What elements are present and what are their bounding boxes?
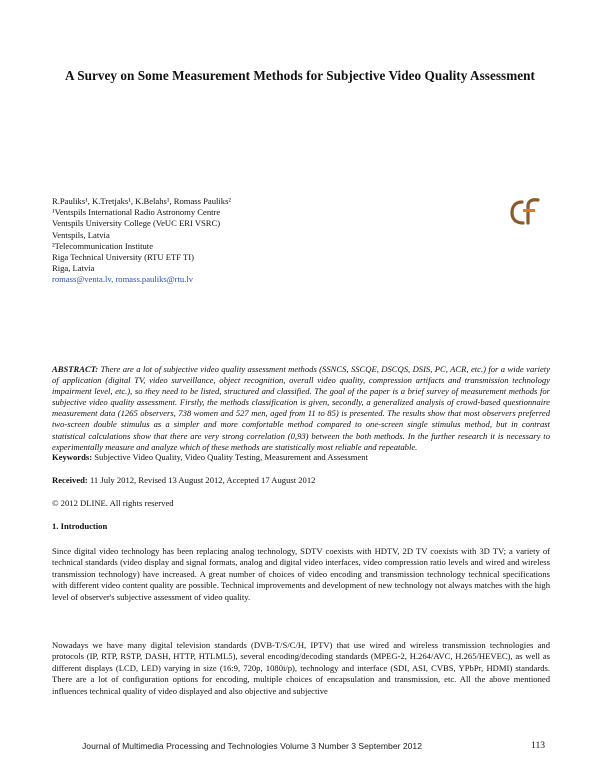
abstract-text: There are a lot of subjective video quality assessment methods (SSNCS, SSCQE, DSCQS, DSIS, PC, ACR, etc.) for a wide variety of application (digital TV, video surveillance, object recognition, overall video quality, compression artifacts and transmission technology impairment level, etc.), so they need to be listed, structured and classified. The goal of the paper is a brief survey of measurement methods for subjective video quality assessment. Firstly, the methods classification is given, secondly, a generalized analysis of crowd-based questionnaire measurement data (1265 observers, 738 women and 527 men, aged from 11 to 85) is presented. The results show that most observers preferred two-screen double stimulus as a simpler and more comfortable method compared to one-screen single stimulus method, but in contrast statistical calculations show that there are very strong correlation (0,93) between the both methods. In the further research it is necessary to experimentally measure and analyze which of these methods are statistically most reliable and repeatable. bbox=[52, 364, 550, 452]
author-names: R.Pauliks¹, K.Tretjaks¹, K.Belahs¹, Romass Pauliks² bbox=[52, 196, 232, 206]
keywords-label: Keywords: bbox=[52, 452, 93, 462]
copyright-notice: © 2012 DLINE. All rights reserved bbox=[52, 498, 174, 508]
affiliation-line: ¹Ventspils International Radio Astronomy Centre bbox=[52, 207, 221, 218]
journal-logo bbox=[508, 194, 542, 228]
received-label: Received: bbox=[52, 475, 88, 485]
section-heading: 1. Introduction bbox=[52, 521, 108, 531]
affiliation-line: Riga, Latvia bbox=[52, 263, 95, 274]
email-link[interactable]: romass@venta.lv, romass.pauliks@rtu.lv bbox=[52, 274, 194, 285]
received-text: 11 July 2012, Revised 13 August 2012, Accepted 17 August 2012 bbox=[89, 475, 316, 485]
paragraph: Since digital video technology has been replacing analog technology, SDTV coexists with HDTV, 2D TV coexists with 3D TV; a variety of technical standards (video display and signal formats, analog and digital video interfaces, video compression ratio levels and wired and wireless transmission technology) have increased. A great number of choices of video encoding and transmission technology technical specifications with different video content quality are possible. Technical improvements and development of new technology not always matches with the high level of observer's subjective assessment of video quality. bbox=[52, 546, 550, 602]
cf-logo-icon bbox=[508, 194, 542, 228]
paragraph: Nowadays we have many digital television standards (DVB-T/S/C/H, IPTV) that use wired and wireless transmission technologies and protocols (IP, RTP, RSTP, DASH, HTTP, HTLML5), several encoding/decoding standards (MPEG-2, H.264/AVC, H.265/HEVEC), as well as different displays (LCD, LED) varying in size (16:9, 720p, 1080i/p), technology and interface (SDI, ASI, CVBS, YPbPr, HDMI) standards. There are a lot of configuration options for encoding, multiple choices of encapsulation and transmission, etc. All the above mentioned influences technical quality of video displayed and also objective and subjective bbox=[52, 640, 550, 696]
abstract bbox=[52, 364, 550, 453]
received-line bbox=[52, 475, 315, 485]
affiliation-line: Ventspils University College (VeUC ERI VSRC) bbox=[52, 218, 221, 229]
paper-title: A Survey on Some Measurement Methods for Subjective Video Quality Assessment bbox=[65, 68, 535, 83]
affiliation-line: Ventspils, Latvia bbox=[52, 229, 110, 240]
page-number: 113 bbox=[531, 740, 546, 751]
journal-footer: Journal of Multimedia Processing and Technologies Volume 3 Number 3 September 2012 bbox=[82, 741, 422, 751]
author-block bbox=[52, 196, 382, 286]
keywords-line bbox=[52, 452, 368, 462]
keywords-text: Subjective Video Quality, Video Quality Testing, Measurement and Assessment bbox=[94, 452, 368, 462]
abstract-label: ABSTRACT: bbox=[52, 364, 99, 374]
affiliation-line: ²Telecommunication Institute bbox=[52, 240, 154, 251]
affiliation-line: Riga Technical University (RTU ETF TI) bbox=[52, 252, 195, 263]
